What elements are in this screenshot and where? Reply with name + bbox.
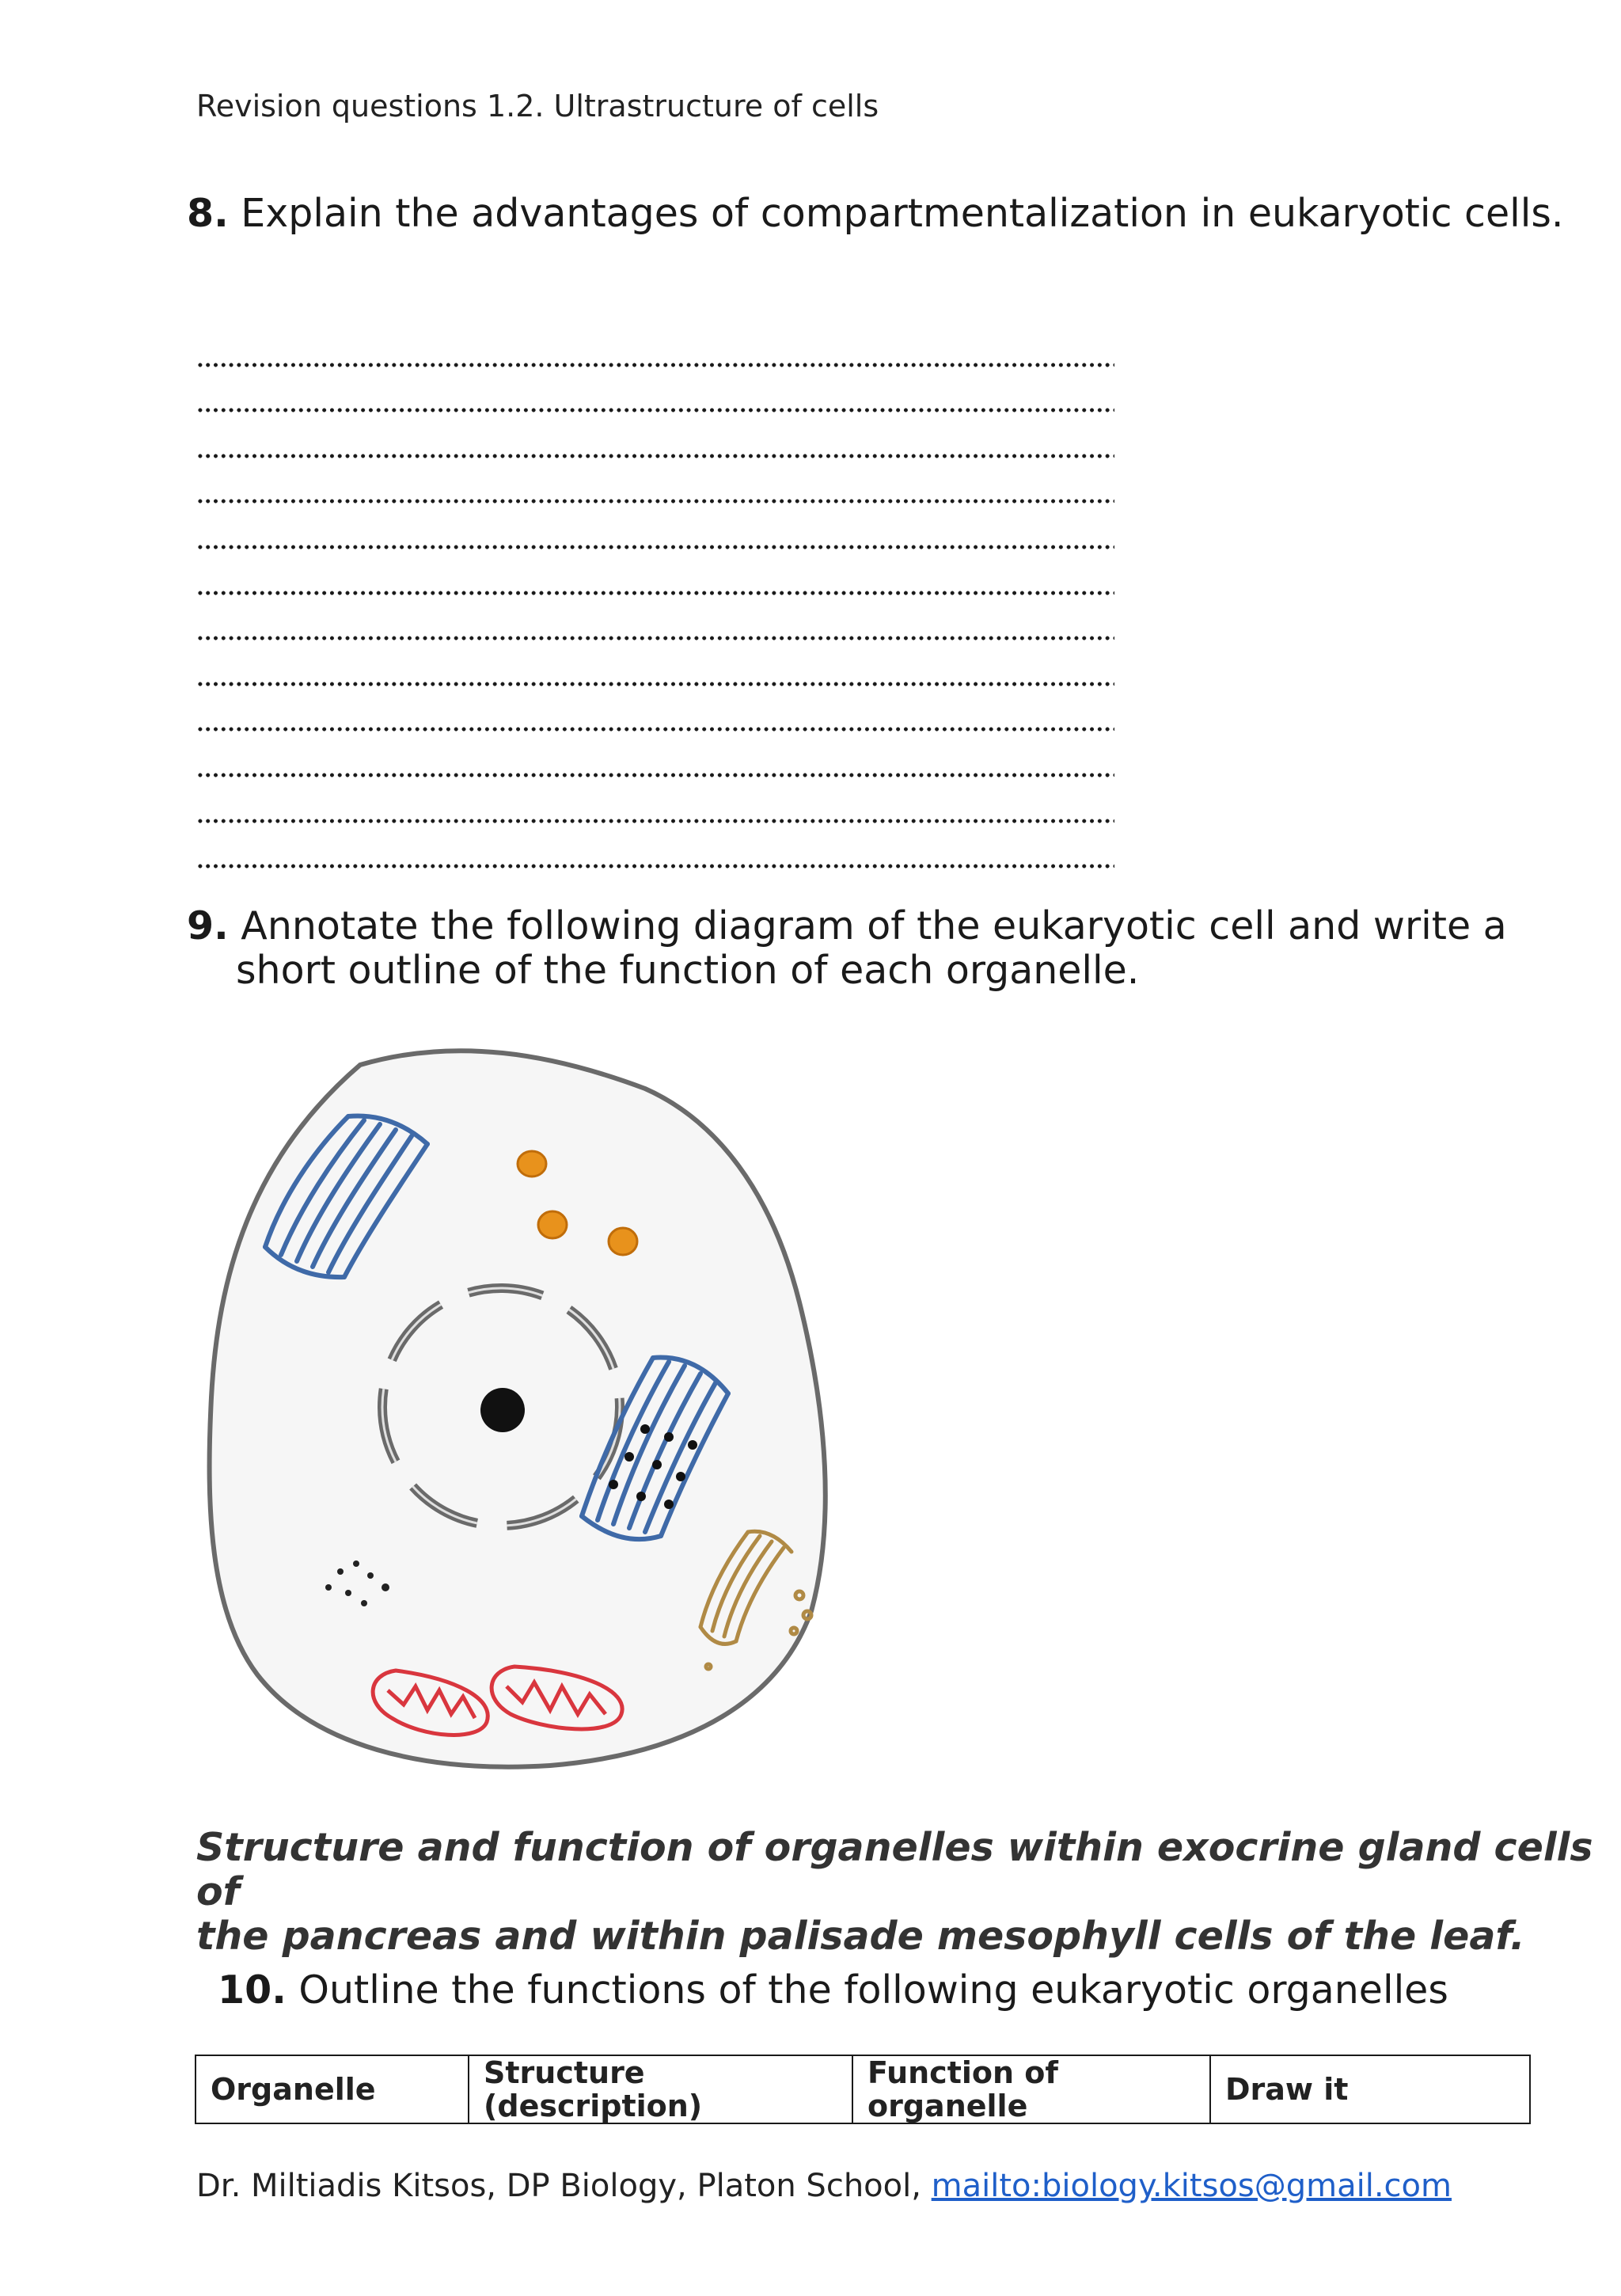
header-structure: Structure (description) [469,2055,852,2123]
answer-line [196,378,1114,424]
answer-line [196,652,1114,698]
answer-line [196,789,1114,834]
footer-email-link[interactable]: mailto:biology.kitsos@gmail.com [931,2168,1452,2204]
question-9-line2: short outline of the function of each organelle. [236,948,1140,993]
question-number: 8. [187,191,229,236]
answer-line [196,834,1114,880]
header-organelle: Organelle [196,2055,469,2123]
question-text-line1: Annotate the following diagram of the eukaryotic cell and write a [241,903,1507,948]
answer-line [196,561,1114,606]
answer-line [196,333,1114,378]
answer-lines [196,333,1114,880]
footer [196,2168,1452,2204]
question-9 [187,904,1507,948]
question-text: Explain the advantages of compartmentalization in eukaryotic cells. [241,191,1564,236]
section-heading [196,1826,1621,1959]
question-8 [187,192,1563,236]
answer-line [196,606,1114,652]
header-draw: Draw it [1210,2055,1530,2123]
question-10 [218,1968,1448,2013]
organelle-table [195,2055,1531,2124]
header-function: Function of organelle [852,2055,1210,2123]
question-number: 10. [218,1967,287,2013]
answer-line [196,424,1114,469]
section-heading-line2: the pancreas and within palisade mesophyll cells of the leaf. [196,1914,1525,1959]
table-header-row [196,2055,1530,2123]
question-number: 9. [187,903,229,948]
answer-line [196,743,1114,789]
answer-line [196,515,1114,561]
nucleolus [480,1388,525,1432]
page-header: Revision questions 1.2. Ultrastructure of cells [196,89,879,124]
answer-line [196,469,1114,515]
footer-text: Dr. Miltiadis Kitsos, DP Biology, Platon School, [196,2168,932,2204]
eukaryotic-cell-diagram [202,1041,859,1785]
question-text: Outline the functions of the following eukaryotic organelles [298,1967,1448,2013]
answer-line [196,698,1114,743]
section-heading-line1: Structure and function of organelles within exocrine gland cells of [196,1825,1593,1914]
